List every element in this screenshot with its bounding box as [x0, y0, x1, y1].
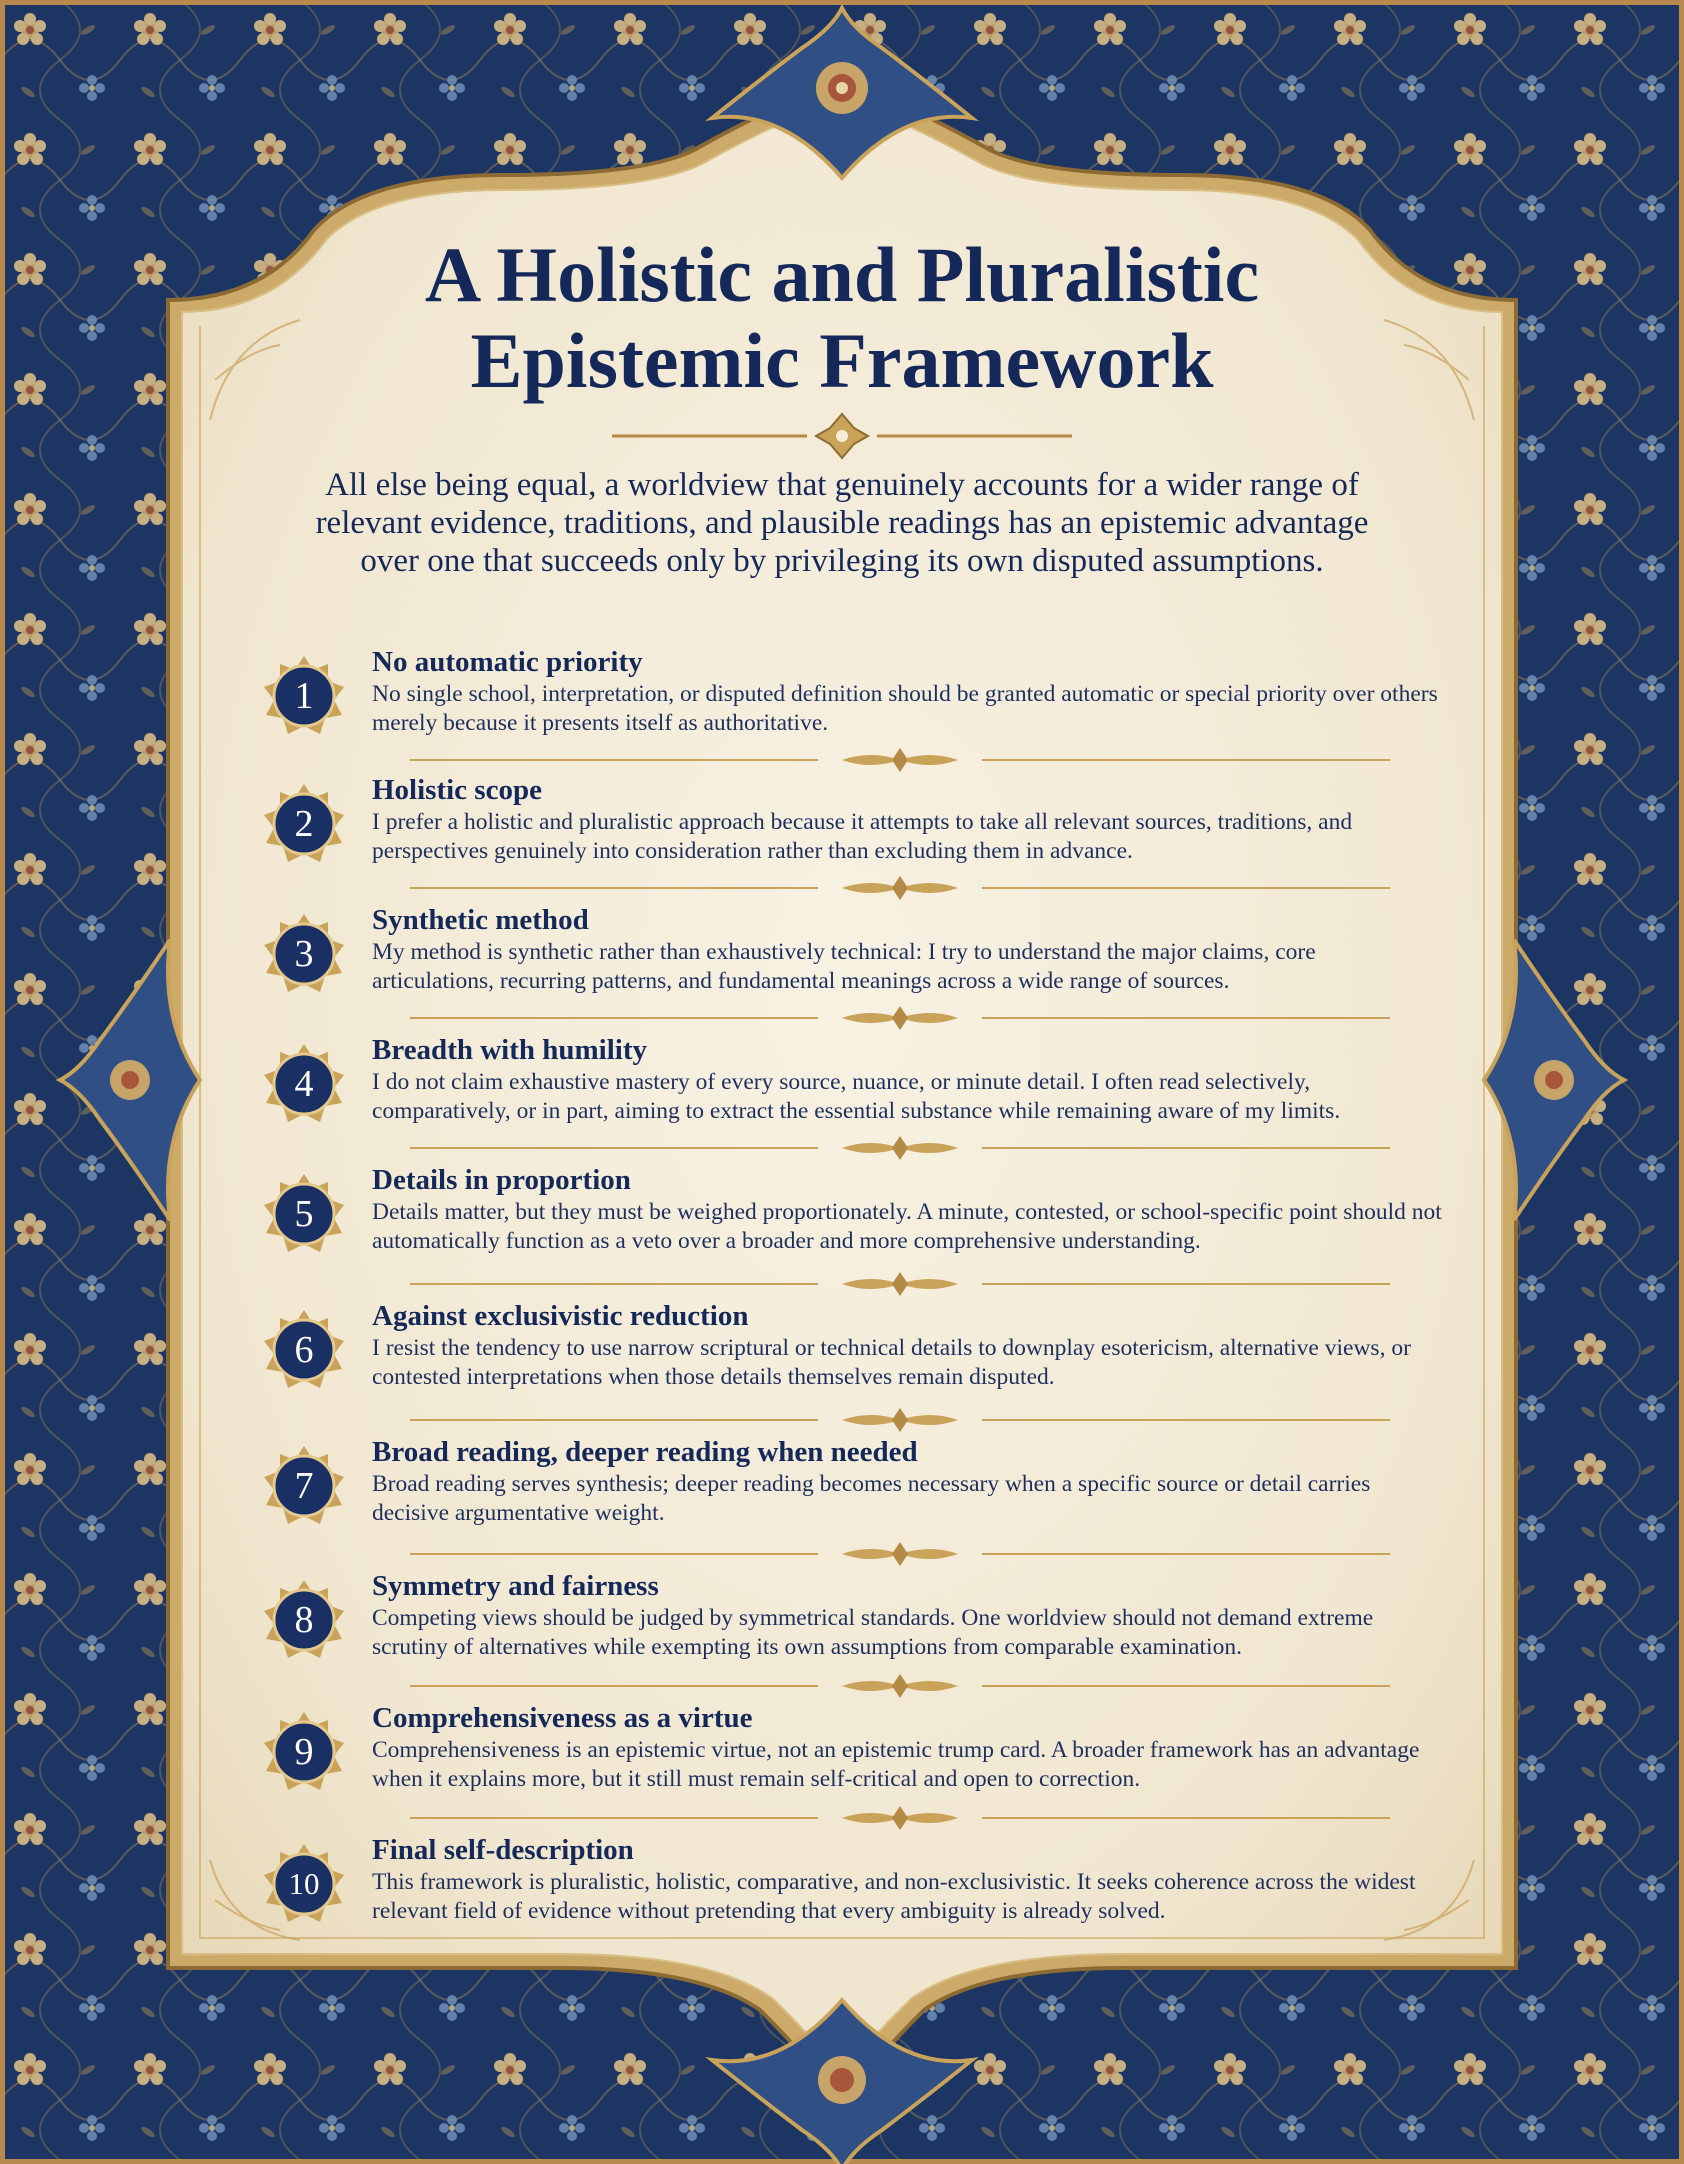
item-body: Broad reading serves synthesis; deeper reading becomes necessary when a specific source or detail carries decisive argumentative weight. — [372, 1471, 1371, 1526]
number-badge — [262, 654, 346, 738]
number-badge — [262, 1842, 346, 1926]
item-number: 10 — [288, 1866, 320, 1901]
list-item — [262, 1702, 1442, 1822]
item-number: 8 — [294, 1599, 314, 1641]
section-divider — [400, 1006, 1400, 1030]
section-divider — [400, 1806, 1400, 1830]
intro-statement: All else being equal, a worldview that genuinely accounts for a wider range of relevant evidence, traditions, and plausible readings has an epistemic advantage over one that succeeds only by privileging its own disputed assumptions. — [315, 467, 1369, 579]
title-line-1: A Holistic and Pluralistic — [424, 231, 1260, 318]
list-item — [262, 1164, 1442, 1284]
list-item — [262, 1436, 1442, 1556]
item-number: 2 — [294, 803, 314, 845]
number-badge — [262, 782, 346, 866]
section-divider — [400, 748, 1400, 772]
item-title: Symmetry and fairness — [372, 1570, 659, 1602]
number-badge — [262, 1172, 346, 1256]
item-body: I prefer a holistic and pluralistic approach because it attempts to take all relevant sources, traditions, and perspectives genuinely into consideration rather than excluding them in advance. — [372, 809, 1353, 864]
item-title: Breadth with humility — [372, 1034, 648, 1066]
item-title: Details in proportion — [372, 1164, 631, 1196]
item-body: This framework is pluralistic, holistic, comparative, and non-exclusivistic. It seeks coherence across the widest relevant field of evidence without pretending that every ambiguity is already solved. — [372, 1869, 1416, 1924]
item-number: 9 — [294, 1731, 314, 1773]
item-body: I do not claim exhaustive mastery of every source, nuance, or minute detail. I often read selectively, comparatively, or in part, aiming to extract the essential substance while remaining aware of my limits. — [372, 1069, 1341, 1124]
item-number: 7 — [294, 1465, 314, 1507]
section-divider — [400, 876, 1400, 900]
item-number: 5 — [294, 1193, 314, 1235]
number-badge — [262, 1578, 346, 1662]
item-number: 4 — [294, 1063, 314, 1105]
item-title: Final self-description — [372, 1834, 634, 1866]
item-title: Synthetic method — [372, 904, 589, 936]
title-line-2: Epistemic Framework — [470, 317, 1214, 404]
page-title — [300, 232, 1384, 404]
item-title: Comprehensiveness as a virtue — [372, 1702, 753, 1734]
item-number: 3 — [294, 933, 314, 975]
item-number: 1 — [294, 675, 314, 717]
item-body: Details matter, but they must be weighed proportionately. A minute, contested, or school-specific point should not automatically function as a veto over a broader and more comprehensive understanding. — [372, 1199, 1442, 1254]
list-item — [262, 1834, 1442, 1954]
list-item — [262, 1570, 1442, 1690]
list-item — [262, 1300, 1442, 1420]
item-body: Comprehensiveness is an epistemic virtue, not an epistemic trump card. A broader framework has an advantage when it explains more, but it still must remain self-critical and open to correction. — [372, 1737, 1420, 1792]
section-divider — [400, 1542, 1400, 1566]
number-badge — [262, 1444, 346, 1528]
section-divider — [400, 1408, 1400, 1432]
section-divider — [400, 1136, 1400, 1160]
number-badge — [262, 912, 346, 996]
item-body: No single school, interpretation, or disputed definition should be granted automatic or special priority over others merely because it presents itself as authoritative. — [372, 681, 1438, 736]
item-title: No automatic priority — [372, 646, 643, 678]
item-body: Competing views should be judged by symmetrical standards. One worldview should not demand extreme scrutiny of alternatives while exempting its own assumptions from comparable examination. — [372, 1605, 1374, 1660]
number-badge — [262, 1308, 346, 1392]
section-divider — [400, 1272, 1400, 1296]
number-badge — [262, 1042, 346, 1126]
item-body: I resist the tendency to use narrow scriptural or technical details to downplay esotericism, alternative views, or contested interpretations when those details themselves remain disputed. — [372, 1335, 1411, 1390]
item-body: My method is synthetic rather than exhaustively technical: I try to understand the major claims, core articulations, recurring patterns, and fundamental meanings across a wide range of sources. — [372, 939, 1316, 994]
item-title: Broad reading, deeper reading when needed — [372, 1436, 918, 1468]
number-badge — [262, 1710, 346, 1794]
item-title: Against exclusivistic reduction — [372, 1300, 749, 1332]
item-title: Holistic scope — [372, 774, 542, 806]
section-divider — [400, 1674, 1400, 1698]
item-number: 6 — [294, 1329, 314, 1371]
